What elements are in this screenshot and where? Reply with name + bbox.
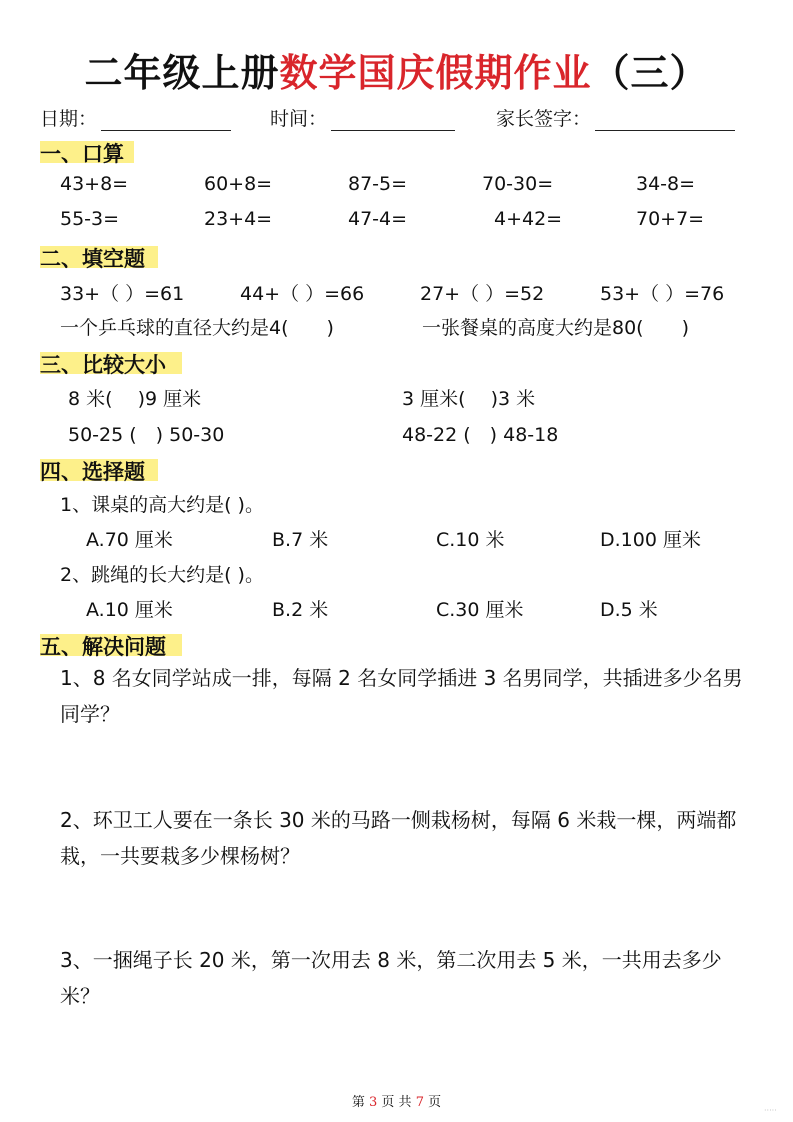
word-problem: 1、8 名女同学站成一排，每隔 2 名女同学插进 3 名男同学，共插进多少名男同学？ xyxy=(60,666,743,726)
choice-option: A.70 厘米 xyxy=(86,529,173,551)
compare-item: 48-22 ( ) 48-18 xyxy=(402,424,559,446)
fill-item: 27+（ ）=52 xyxy=(420,283,545,305)
choice-option: B.2 米 xyxy=(272,599,329,621)
word-problem: 2、环卫工人要在一条长 30 米的马路一侧栽杨树，每隔 6 米栽一棵，两端都栽，一共要栽多少棵杨树？ xyxy=(60,808,737,868)
fill-question: 一个乒乓球的直径大约是4( ) xyxy=(60,317,334,339)
footer-page: 3 xyxy=(369,1095,378,1110)
footer-pre: 第 xyxy=(351,1095,365,1110)
fill-item: 53+（ ）=76 xyxy=(600,283,725,305)
choice-option: C.30 厘米 xyxy=(436,599,524,621)
word-problem: 3、一捆绳子长 20 米，第一次用去 8 米，第二次用去 5 米，一共用去多少米？ xyxy=(60,948,722,1008)
sign-label: 家长签字： xyxy=(496,108,592,130)
compare-item: 50-25 ( ) 50-30 xyxy=(68,424,225,446)
compare-item: 8 米( )9 厘米 xyxy=(68,388,202,410)
footer-post: 页 xyxy=(428,1095,442,1110)
compare-item: 3 厘米( )3 米 xyxy=(402,388,536,410)
fill-item: 44+（ ）=66 xyxy=(240,283,365,305)
time-field[interactable] xyxy=(270,104,455,131)
fill-question: 一张餐桌的高度大约是80( ) xyxy=(422,317,690,339)
page-title xyxy=(0,42,793,97)
oral-item: 47-4= xyxy=(348,208,408,230)
section-problems-title: 五、解决问题 xyxy=(40,635,166,659)
title-number: （三） xyxy=(591,51,709,95)
oral-item: 70-30= xyxy=(482,173,554,195)
time-blank[interactable] xyxy=(331,110,455,131)
oral-item: 34-8= xyxy=(636,173,696,195)
choice-option: D.5 米 xyxy=(600,599,658,621)
fill-item: 33+（ ）=61 xyxy=(60,283,185,305)
choice-option: D.100 厘米 xyxy=(600,529,701,551)
page-number xyxy=(0,1091,793,1110)
sign-blank[interactable] xyxy=(595,110,735,131)
oral-item: 60+8= xyxy=(204,173,273,195)
oral-item: 23+4= xyxy=(204,208,273,230)
section-choice-title: 四、选择题 xyxy=(40,460,145,484)
choice-option: C.10 米 xyxy=(436,529,505,551)
oral-item: 43+8= xyxy=(60,173,129,195)
watermark: ····· xyxy=(764,1106,777,1115)
footer-total: 7 xyxy=(415,1095,424,1110)
choice-option: B.7 米 xyxy=(272,529,329,551)
date-blank[interactable] xyxy=(101,110,231,131)
footer-mid: 页 共 xyxy=(381,1095,412,1110)
time-label: 时间： xyxy=(270,108,328,130)
oral-item: 4+42= xyxy=(494,208,563,230)
choice-option: A.10 厘米 xyxy=(86,599,173,621)
sign-field[interactable] xyxy=(496,104,735,131)
section-fill-title: 二、填空题 xyxy=(40,247,145,271)
oral-item: 70+7= xyxy=(636,208,705,230)
title-subject: 数学国庆假期作业 xyxy=(279,51,592,95)
oral-item: 55-3= xyxy=(60,208,120,230)
date-label: 日期： xyxy=(40,108,98,130)
section-compare-title: 三、比较大小 xyxy=(40,353,166,377)
date-field[interactable] xyxy=(40,104,231,131)
choice-question: 1、课桌的高大约是( )。 xyxy=(60,494,264,516)
choice-question: 2、跳绳的长大约是( )。 xyxy=(60,564,264,586)
section-oral-title: 一、口算 xyxy=(40,142,124,166)
title-grade: 二年级上册 xyxy=(84,51,280,95)
oral-item: 87-5= xyxy=(348,173,408,195)
